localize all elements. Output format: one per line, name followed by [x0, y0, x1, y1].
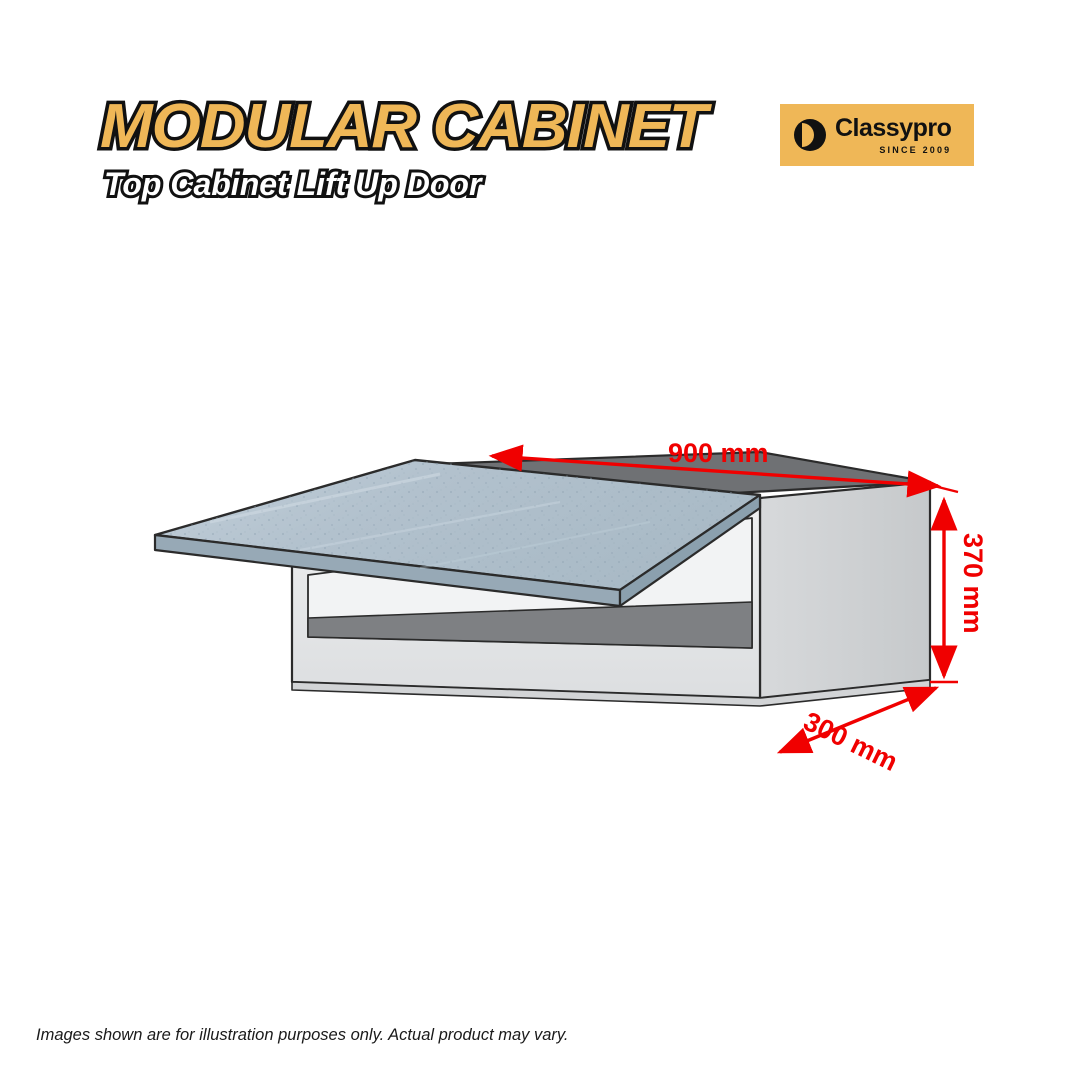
crescent-circle-logo-icon	[794, 119, 826, 151]
dimension-label-height: 370 mm	[958, 533, 988, 634]
dimension-label-width: 900 mm	[668, 438, 769, 468]
title-block	[100, 92, 740, 202]
brand-logo	[780, 104, 974, 166]
brand-since: SINCE 2009	[879, 144, 952, 155]
brand-name: Classypro	[835, 113, 952, 142]
page-title: MODULAR CABINET	[100, 92, 707, 161]
disclaimer-text: Images shown are for illustration purposes only. Actual product may vary.	[36, 1026, 569, 1044]
dimension-height-arrow	[930, 485, 958, 682]
product-illustration	[0, 390, 1080, 810]
logo-text	[835, 113, 952, 155]
dimension-label-depth: 300 mm	[798, 706, 903, 778]
page-subtitle: Top Cabinet Lift Up Door	[104, 166, 482, 202]
